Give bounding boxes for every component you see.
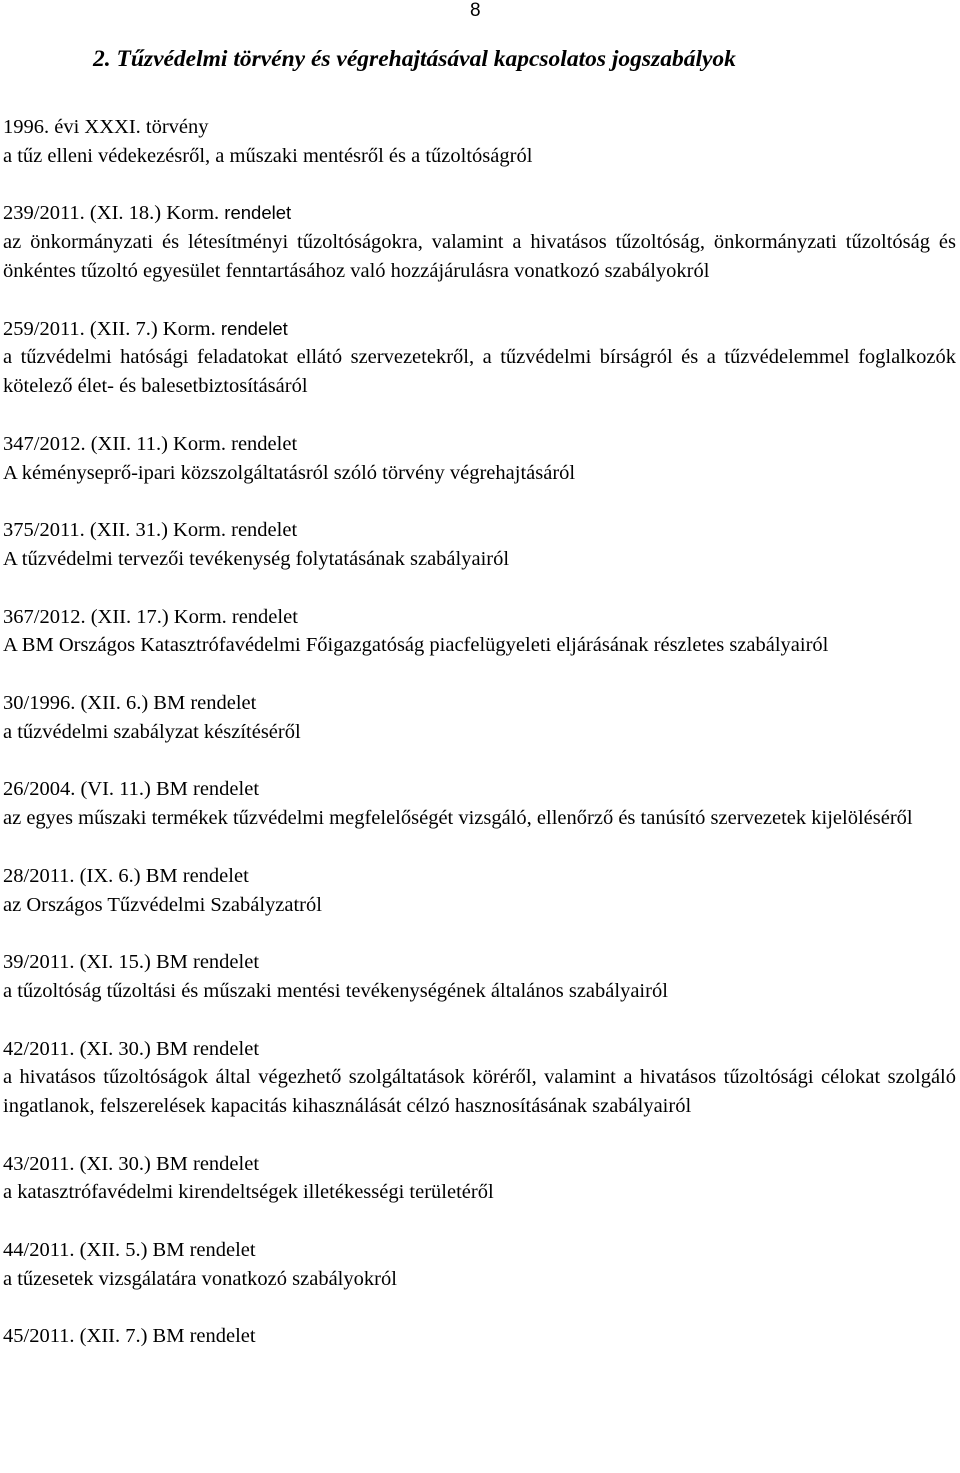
regulation-title: a tűzvédelmi szabályzat készítéséről bbox=[3, 720, 301, 743]
regulation-reference bbox=[3, 315, 956, 344]
regulation-reference: 26/2004. (VI. 11.) BM rendelet bbox=[3, 778, 260, 801]
regulation-title: a tűzoltóság tűzoltási és műszaki mentési tevékenységének általános szabályairól bbox=[3, 979, 668, 1002]
regulation-title: A BM Országos Katasztrófavédelmi Főigazgatóság piacfelügyeleti eljárásának részletes szabályairól bbox=[3, 634, 829, 657]
regulation-title: A kéményseprő-ipari közszolgáltatásról szóló törvény végrehajtásáról bbox=[3, 461, 576, 484]
regulation-title: a tűzvédelmi hatósági feladatokat ellátó szervezetekről, a tűzvédelmi bírságról és a tűzvédelemmel foglalkozók kötelező élet- és balesetbiztosításáról bbox=[3, 346, 956, 398]
regulation-entry bbox=[3, 689, 956, 747]
regulation-reference: 375/2011. (XII. 31.) Korm. rendelet bbox=[3, 519, 298, 542]
regulation-entry bbox=[3, 113, 956, 171]
section-heading: 2. Tűzvédelmi törvény és végrehajtásával kapcsolatos jogszabályok bbox=[93, 46, 736, 72]
regulation-reference: 44/2011. (XII. 5.) BM rendelet bbox=[3, 1239, 256, 1262]
regulation-entry bbox=[3, 948, 956, 1006]
regulation-entry bbox=[3, 315, 956, 401]
regulation-title: a tűzesetek vizsgálatára vonatkozó szabályokról bbox=[3, 1267, 397, 1290]
regulation-reference: 347/2012. (XII. 11.) Korm. rendelet bbox=[3, 432, 298, 455]
regulation-entry bbox=[3, 775, 956, 833]
regulation-reference-type: rendelet bbox=[219, 202, 292, 224]
regulation-entry bbox=[3, 1322, 956, 1351]
regulation-reference-type: rendelet bbox=[215, 317, 288, 339]
regulation-entry bbox=[3, 1236, 956, 1294]
regulation-title: a hivatásos tűzoltóságok által végezhető szolgáltatások köréről, valamint a hivatásos tűzoltósági célokat szolgáló ingatlanok, felszerelések kapacitás kihasználását célzó hasznosításának szabályairól bbox=[3, 1066, 956, 1118]
regulation-list bbox=[3, 113, 956, 1380]
regulation-title: az Országos Tűzvédelmi Szabályzatról bbox=[3, 893, 322, 916]
regulation-entry bbox=[3, 603, 956, 661]
regulation-reference bbox=[3, 199, 956, 228]
regulation-entry bbox=[3, 1150, 956, 1208]
regulation-reference-number: 239/2011. (XI. 18.) Korm. bbox=[3, 202, 220, 225]
regulation-reference: 30/1996. (XII. 6.) BM rendelet bbox=[3, 691, 257, 714]
regulation-title: az egyes műszaki termékek tűzvédelmi megfelelőségét vizsgáló, ellenőrző és tanúsító szervezetek kijelöléséről bbox=[3, 807, 913, 830]
page-number: 8 bbox=[470, 0, 481, 21]
regulation-reference: 367/2012. (XII. 17.) Korm. rendelet bbox=[3, 605, 298, 628]
regulation-reference: 45/2011. (XII. 7.) BM rendelet bbox=[3, 1325, 256, 1348]
regulation-reference: 39/2011. (XI. 15.) BM rendelet bbox=[3, 951, 260, 974]
regulation-entry bbox=[3, 1035, 956, 1121]
regulation-reference-number: 259/2011. (XII. 7.) Korm. bbox=[3, 317, 216, 340]
regulation-entry bbox=[3, 430, 956, 488]
regulation-title: az önkormányzati és létesítményi tűzoltóságokra, valamint a hivatásos tűzoltóság, önkormányzati tűzoltóság és önkéntes tűzoltó egyesület fenntartásához való hozzájárulásra vonatkozó szabályokról bbox=[3, 231, 956, 282]
regulation-reference: 43/2011. (XI. 30.) BM rendelet bbox=[3, 1152, 260, 1175]
regulation-title: a katasztrófavédelmi kirendeltségek illetékességi területéről bbox=[3, 1181, 494, 1204]
regulation-title: a tűz elleni védekezésről, a műszaki mentésről és a tűzoltóságról bbox=[3, 144, 533, 167]
regulation-entry bbox=[3, 862, 956, 920]
regulation-entry bbox=[3, 516, 956, 574]
regulation-reference: 28/2011. (IX. 6.) BM rendelet bbox=[3, 864, 249, 887]
regulation-entry bbox=[3, 199, 956, 285]
regulation-reference: 42/2011. (XI. 30.) BM rendelet bbox=[3, 1037, 260, 1060]
regulation-reference: 1996. évi XXXI. törvény bbox=[3, 116, 209, 138]
regulation-title: A tűzvédelmi tervezői tevékenység folytatásának szabályairól bbox=[3, 547, 510, 570]
